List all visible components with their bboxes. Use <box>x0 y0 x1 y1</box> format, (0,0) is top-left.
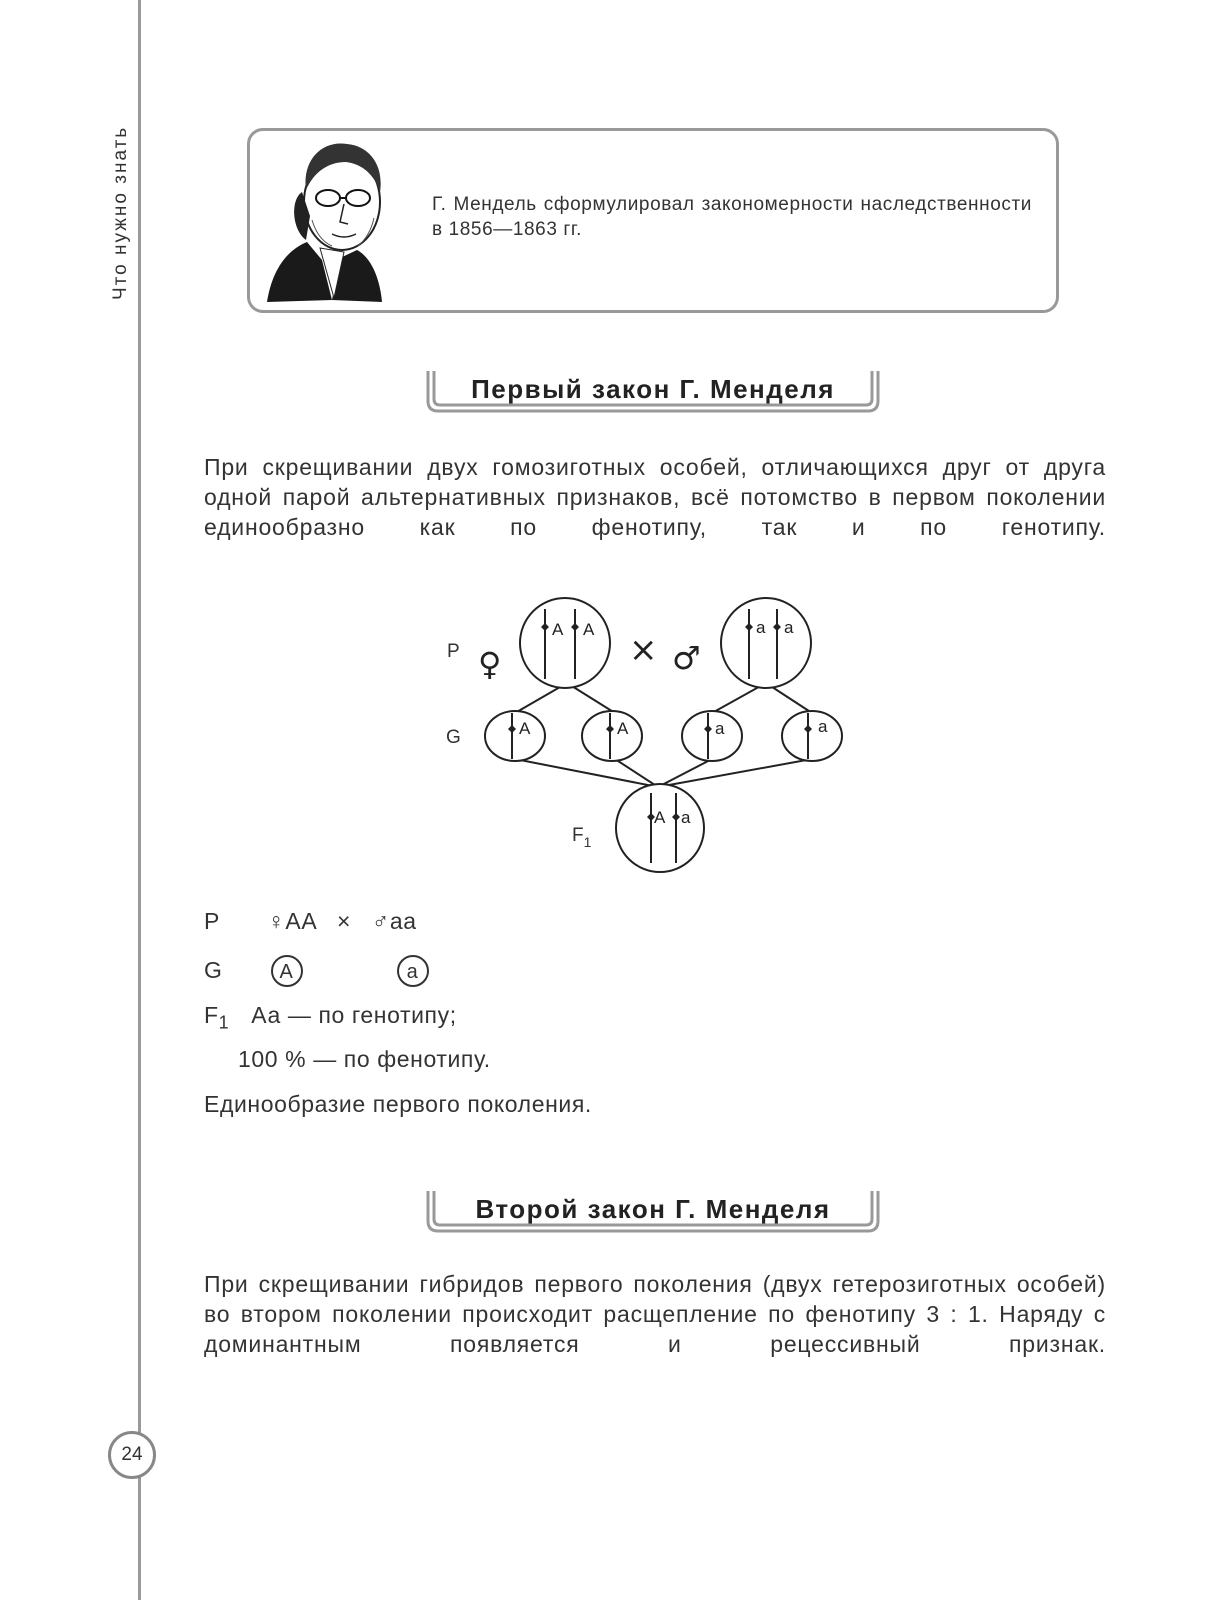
allele-label: A <box>519 719 531 738</box>
allele-label: A <box>617 719 629 738</box>
scheme-label-f-sub: 1 <box>583 834 592 850</box>
margin-line <box>138 0 141 1600</box>
page-number: 24 <box>108 1431 156 1479</box>
formula-p-label: P <box>204 908 220 934</box>
gamete-circle-recessive: a <box>397 955 429 987</box>
section-side-label: Что нужно знать <box>110 125 131 300</box>
allele-label: A <box>552 620 564 639</box>
allele-label: a <box>681 808 691 827</box>
scheme-label-f-main: F <box>572 825 584 846</box>
male-symbol: ♂ <box>672 639 701 677</box>
formula-f1-row <box>204 1002 457 1034</box>
section1-heading-text: Первый закон Г. Менделя <box>471 374 835 404</box>
formula-p-cross: ♀AA × ♂aa <box>267 908 417 934</box>
section2-paragraph: При скрещивании гибридов первого поколения (двух гетерозиготных особей) во втором поколении происходит расщепление по фенотипу 3 : 1. Наряду с доминантным появляется и рецессивный признак. <box>204 1271 1106 1357</box>
gamete-a-recessive-2 <box>782 711 842 761</box>
formula-f-label: F <box>204 1002 219 1028</box>
mendel-portrait <box>262 130 412 305</box>
gamete-a-dominant-2 <box>582 711 642 761</box>
formula-p-row <box>204 908 417 935</box>
allele-label: a <box>818 717 828 736</box>
gamete-circle-dominant: A <box>271 955 303 987</box>
allele-label: a <box>715 719 725 738</box>
f1-cell <box>616 784 704 872</box>
bio-text: Г. Мендель сформулировал закономерности наследственности в 1856—1863 гг. <box>432 194 1032 240</box>
formula-g-row <box>204 955 429 987</box>
scheme-connectors <box>515 683 812 787</box>
gamete-a-dominant-1 <box>485 711 545 761</box>
parent-male-cell <box>721 598 811 688</box>
crossing-scheme <box>440 595 880 885</box>
allele-label: a <box>784 618 794 637</box>
formula-f-sub: 1 <box>218 1012 230 1033</box>
formula-conclusion: Единообразие первого поколения. <box>204 1091 592 1117</box>
section2-heading <box>425 1189 881 1231</box>
formula-g-label: G <box>204 957 223 983</box>
gamete-a-recessive-1 <box>682 711 742 761</box>
female-symbol: ♀ <box>478 645 502 683</box>
formula-f-line1: Аа — по генотипу; <box>251 1002 457 1028</box>
section2-heading-text: Второй закон Г. Менделя <box>475 1194 831 1224</box>
parent-female-cell <box>520 598 610 688</box>
cross-symbol: × <box>629 630 658 670</box>
allele-label: A <box>583 620 595 639</box>
section1-paragraph: При скрещивании двух гомозиготных особей, отличающихся друг от друга одной парой альтернативных признаков, всё потомство в первом поколении единообразно как по фенотипу, так и по генотипу. <box>204 454 1106 540</box>
formula-f-line2: 100 % — по фенотипу. <box>238 1046 491 1072</box>
scheme-label-g: G <box>446 727 461 748</box>
scheme-label-p: P <box>447 641 460 662</box>
section1-heading <box>425 369 881 411</box>
allele-label: A <box>654 808 666 827</box>
scheme-label-f <box>572 825 592 850</box>
allele-label: a <box>756 618 766 637</box>
